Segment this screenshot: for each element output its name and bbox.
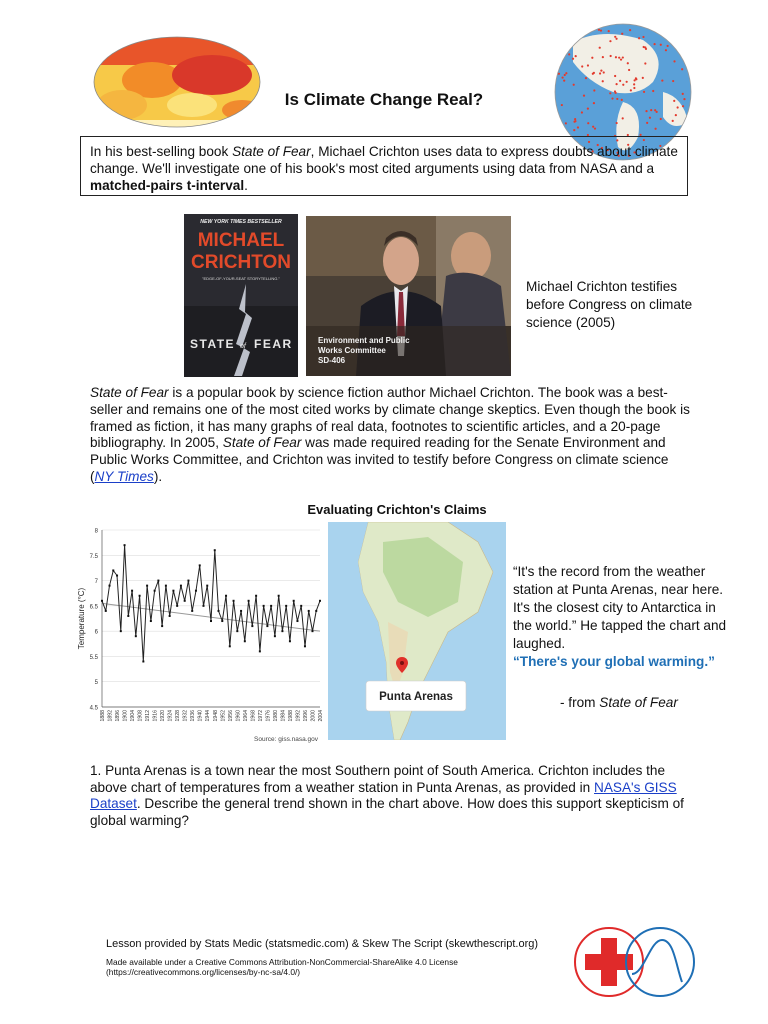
- temperature-point: [296, 620, 298, 622]
- x-tick-label: 1964: [242, 710, 249, 722]
- x-tick-label: 1924: [167, 710, 174, 722]
- placard-line-2: Works Committee: [318, 346, 386, 355]
- book-banner: NEW YORK TIMES BESTSELLER: [200, 219, 282, 225]
- temperature-point: [105, 610, 107, 612]
- y-tick-label: 7.5: [89, 553, 98, 560]
- y-tick-label: 6.5: [89, 604, 98, 611]
- temperature-series-line: [102, 545, 320, 661]
- y-tick-label: 4.5: [89, 705, 98, 712]
- para-text-1: is a popular book by science fiction author Michael Crichton. The book was a best-seller and remains one of the most cited works by climate change skeptics. Even though the book is framed as fiction, it has many graphs of real data, footnotes to scientific articles, and a 20-page bibliography. In 2005,: [90, 385, 690, 451]
- x-tick-label: 1912: [145, 710, 152, 722]
- placard-line-1: Environment and Public: [318, 336, 410, 345]
- x-tick-label: 1944: [205, 710, 212, 722]
- x-tick-label: 1936: [190, 710, 197, 722]
- temperature-point: [109, 585, 111, 587]
- book-cover-image: [184, 214, 298, 377]
- temperature-point: [270, 605, 272, 607]
- placard-line-3: SD-406: [318, 356, 346, 365]
- x-tick-label: 1972: [257, 710, 264, 722]
- x-tick-label: 1928: [175, 710, 182, 722]
- temperature-point: [236, 630, 238, 632]
- para-book-title: State of Fear: [90, 385, 169, 400]
- temperature-point: [233, 600, 235, 602]
- intro-text-3: .: [244, 178, 248, 193]
- temperature-point: [278, 595, 280, 597]
- temperature-point: [195, 590, 197, 592]
- x-tick-label: 1988: [287, 710, 294, 722]
- nasa-giss-link[interactable]: NASA's GISS Dataset: [90, 779, 677, 812]
- y-tick-label: 7: [94, 579, 98, 586]
- x-tick-label: 1960: [235, 710, 242, 722]
- temperature-point: [304, 645, 306, 647]
- book-author-last: CRICHTON: [191, 252, 291, 273]
- y-tick-label: 5: [94, 680, 98, 687]
- x-tick-label: 1908: [137, 710, 144, 722]
- x-tick-label: 1976: [265, 710, 272, 722]
- intro-box: [80, 136, 688, 196]
- quote-emphasis: “There's your global warming.”: [513, 654, 715, 669]
- stats-medic-skew-the-script-logo: [572, 926, 698, 998]
- x-tick-label: 1900: [122, 710, 129, 722]
- x-tick-label: 1968: [250, 710, 257, 722]
- y-tick-label: 5.5: [89, 654, 98, 661]
- book-author-first: MICHAEL: [197, 230, 285, 251]
- para-text-3: ).: [153, 468, 163, 484]
- x-tick-label: 1932: [182, 710, 189, 722]
- page-title: Is Climate Change Real?: [284, 90, 484, 109]
- temperature-point: [225, 595, 227, 597]
- x-tick-label: 2004: [318, 710, 324, 722]
- temperature-point: [157, 580, 159, 582]
- temperature-point: [120, 630, 122, 632]
- section-heading: Evaluating Crichton's Claims: [307, 502, 487, 517]
- temperature-point: [251, 625, 253, 627]
- crichton-testimony-photo: [306, 216, 511, 376]
- temperature-point: [165, 585, 167, 587]
- x-tick-label: 1992: [295, 710, 302, 722]
- temperature-point: [161, 625, 163, 627]
- x-tick-label: 1980: [272, 710, 279, 722]
- quote-attribution: [560, 695, 678, 710]
- ny-times-link[interactable]: NY Times: [94, 468, 154, 484]
- temperature-point: [300, 605, 302, 607]
- temperature-point: [274, 635, 276, 637]
- temperature-point: [135, 635, 137, 637]
- temperature-point: [154, 590, 156, 592]
- temperature-point: [319, 600, 321, 602]
- temperature-point: [142, 660, 144, 662]
- temperature-point: [150, 620, 152, 622]
- temperature-point: [131, 590, 133, 592]
- temperature-point: [259, 650, 261, 652]
- x-tick-label: 1892: [107, 710, 114, 722]
- temperature-point: [315, 610, 317, 612]
- temperature-point: [266, 625, 268, 627]
- temperature-point: [187, 580, 189, 582]
- x-tick-label: 2000: [310, 710, 317, 722]
- x-tick-label: 1888: [100, 710, 106, 722]
- para-text-2: was made required reading for the Senate Environment and Public Works Committee, and Crichton was invited to testify before Congress on climate science (: [90, 435, 669, 484]
- x-tick-label: 1956: [227, 710, 234, 722]
- y-tick-label: 8: [94, 528, 98, 535]
- temperature-point: [191, 610, 193, 612]
- south-america-map: [328, 522, 506, 740]
- temperature-point: [221, 620, 223, 622]
- temperature-point: [116, 575, 118, 577]
- background-paragraph: [90, 385, 690, 486]
- x-tick-label: 1952: [220, 710, 227, 722]
- intro-text: In his best-selling book: [90, 144, 233, 159]
- temperature-point: [281, 630, 283, 632]
- quote-text: “It's the record from the weather station at Punta Arenas, near here. It's the closest city to Antarctica in the world.” He tapped the chart and laughed.: [513, 564, 727, 651]
- x-tick-label: 1916: [152, 710, 159, 722]
- temperature-point: [199, 564, 201, 566]
- license-line-1: Made available under a Creative Commons Attribution-NonCommercial-ShareAlike 4.0 License: [106, 957, 458, 967]
- question-1: [90, 763, 700, 829]
- temperature-point: [248, 600, 250, 602]
- intro-method: matched-pairs t-interval: [90, 178, 245, 193]
- temperature-point: [255, 595, 257, 597]
- temperature-point: [124, 544, 126, 546]
- temperature-point: [146, 585, 148, 587]
- x-tick-label: 1984: [280, 710, 287, 722]
- photo-caption: Michael Crichton testifies before Congress on climate science (2005): [526, 279, 693, 330]
- x-tick-label: 1948: [212, 710, 219, 722]
- y-tick-label: 6: [94, 629, 98, 636]
- x-tick-label: 1940: [197, 710, 204, 722]
- chart-series: [101, 544, 321, 662]
- license-line-2: (https://creativecommons.org/licenses/by-nc-sa/4.0/): [106, 967, 301, 977]
- temperature-point: [180, 585, 182, 587]
- temperature-point: [311, 630, 313, 632]
- temperature-point: [218, 610, 220, 612]
- x-tick-label: 1896: [115, 710, 122, 722]
- temperature-point: [308, 610, 310, 612]
- temperature-point: [214, 549, 216, 551]
- temperature-point: [202, 605, 204, 607]
- temperature-point: [285, 605, 287, 607]
- temperature-point: [240, 610, 242, 612]
- temperature-point: [139, 595, 141, 597]
- temperature-point: [229, 645, 231, 647]
- temperature-point: [210, 620, 212, 622]
- intro-book-title: State of Fear: [232, 144, 311, 159]
- temperature-anomaly-map-image: [92, 35, 262, 130]
- y-axis-label: Temperature (°C): [77, 587, 86, 650]
- question-text-2: . Describe the general trend shown in the chart above. How does this support skepticism of global warming?: [90, 796, 684, 828]
- chart-labels: [77, 529, 324, 744]
- book-title-left: STATE: [190, 337, 236, 351]
- temperature-point: [184, 600, 186, 602]
- temperature-point: [206, 585, 208, 587]
- temperature-point: [101, 600, 103, 602]
- temperature-point: [244, 640, 246, 642]
- para-book-title-2: State of Fear: [222, 435, 302, 451]
- x-tick-label: 1904: [130, 710, 137, 722]
- temperature-point: [289, 640, 291, 642]
- temperature-point: [293, 600, 295, 602]
- question-text-1: 1. Punta Arenas is a town near the most Southern point of South America. Crichton includes the above chart of temperatures from a weather station in Punta Arenas, as provided in: [90, 763, 666, 795]
- book-title-right: FEAR: [254, 337, 293, 351]
- temperature-point: [172, 590, 174, 592]
- footer-license: [106, 957, 506, 977]
- book-title-mid: of: [240, 343, 246, 350]
- punta-arenas-temperature-chart: [74, 524, 326, 746]
- attribution-book: State of Fear: [599, 695, 678, 710]
- book-quote: [513, 563, 738, 671]
- attribution-prefix: - from: [560, 695, 600, 710]
- intro-text-2: , Michael Crichton uses data to express doubts about climate change. We'll investigate one of his book's most cited arguments using data from NASA and a: [90, 144, 678, 176]
- x-tick-label: 1920: [160, 710, 167, 722]
- x-tick-label: 1996: [302, 710, 309, 722]
- chart-source: Source: giss.nasa.gov: [254, 736, 318, 743]
- footer-credit: Lesson provided by Stats Medic (statsmedic.com) & Skew The Script (skewthescript.org): [106, 938, 539, 950]
- temperature-point: [176, 605, 178, 607]
- temperature-point: [263, 605, 265, 607]
- temperature-point: [127, 615, 129, 617]
- temperature-point: [169, 615, 171, 617]
- temperature-point: [112, 569, 114, 571]
- book-blurb: "EDGE-OF-YOUR-SEAT STORYTELLING.": [202, 276, 280, 281]
- map-label: Punta Arenas: [379, 691, 453, 703]
